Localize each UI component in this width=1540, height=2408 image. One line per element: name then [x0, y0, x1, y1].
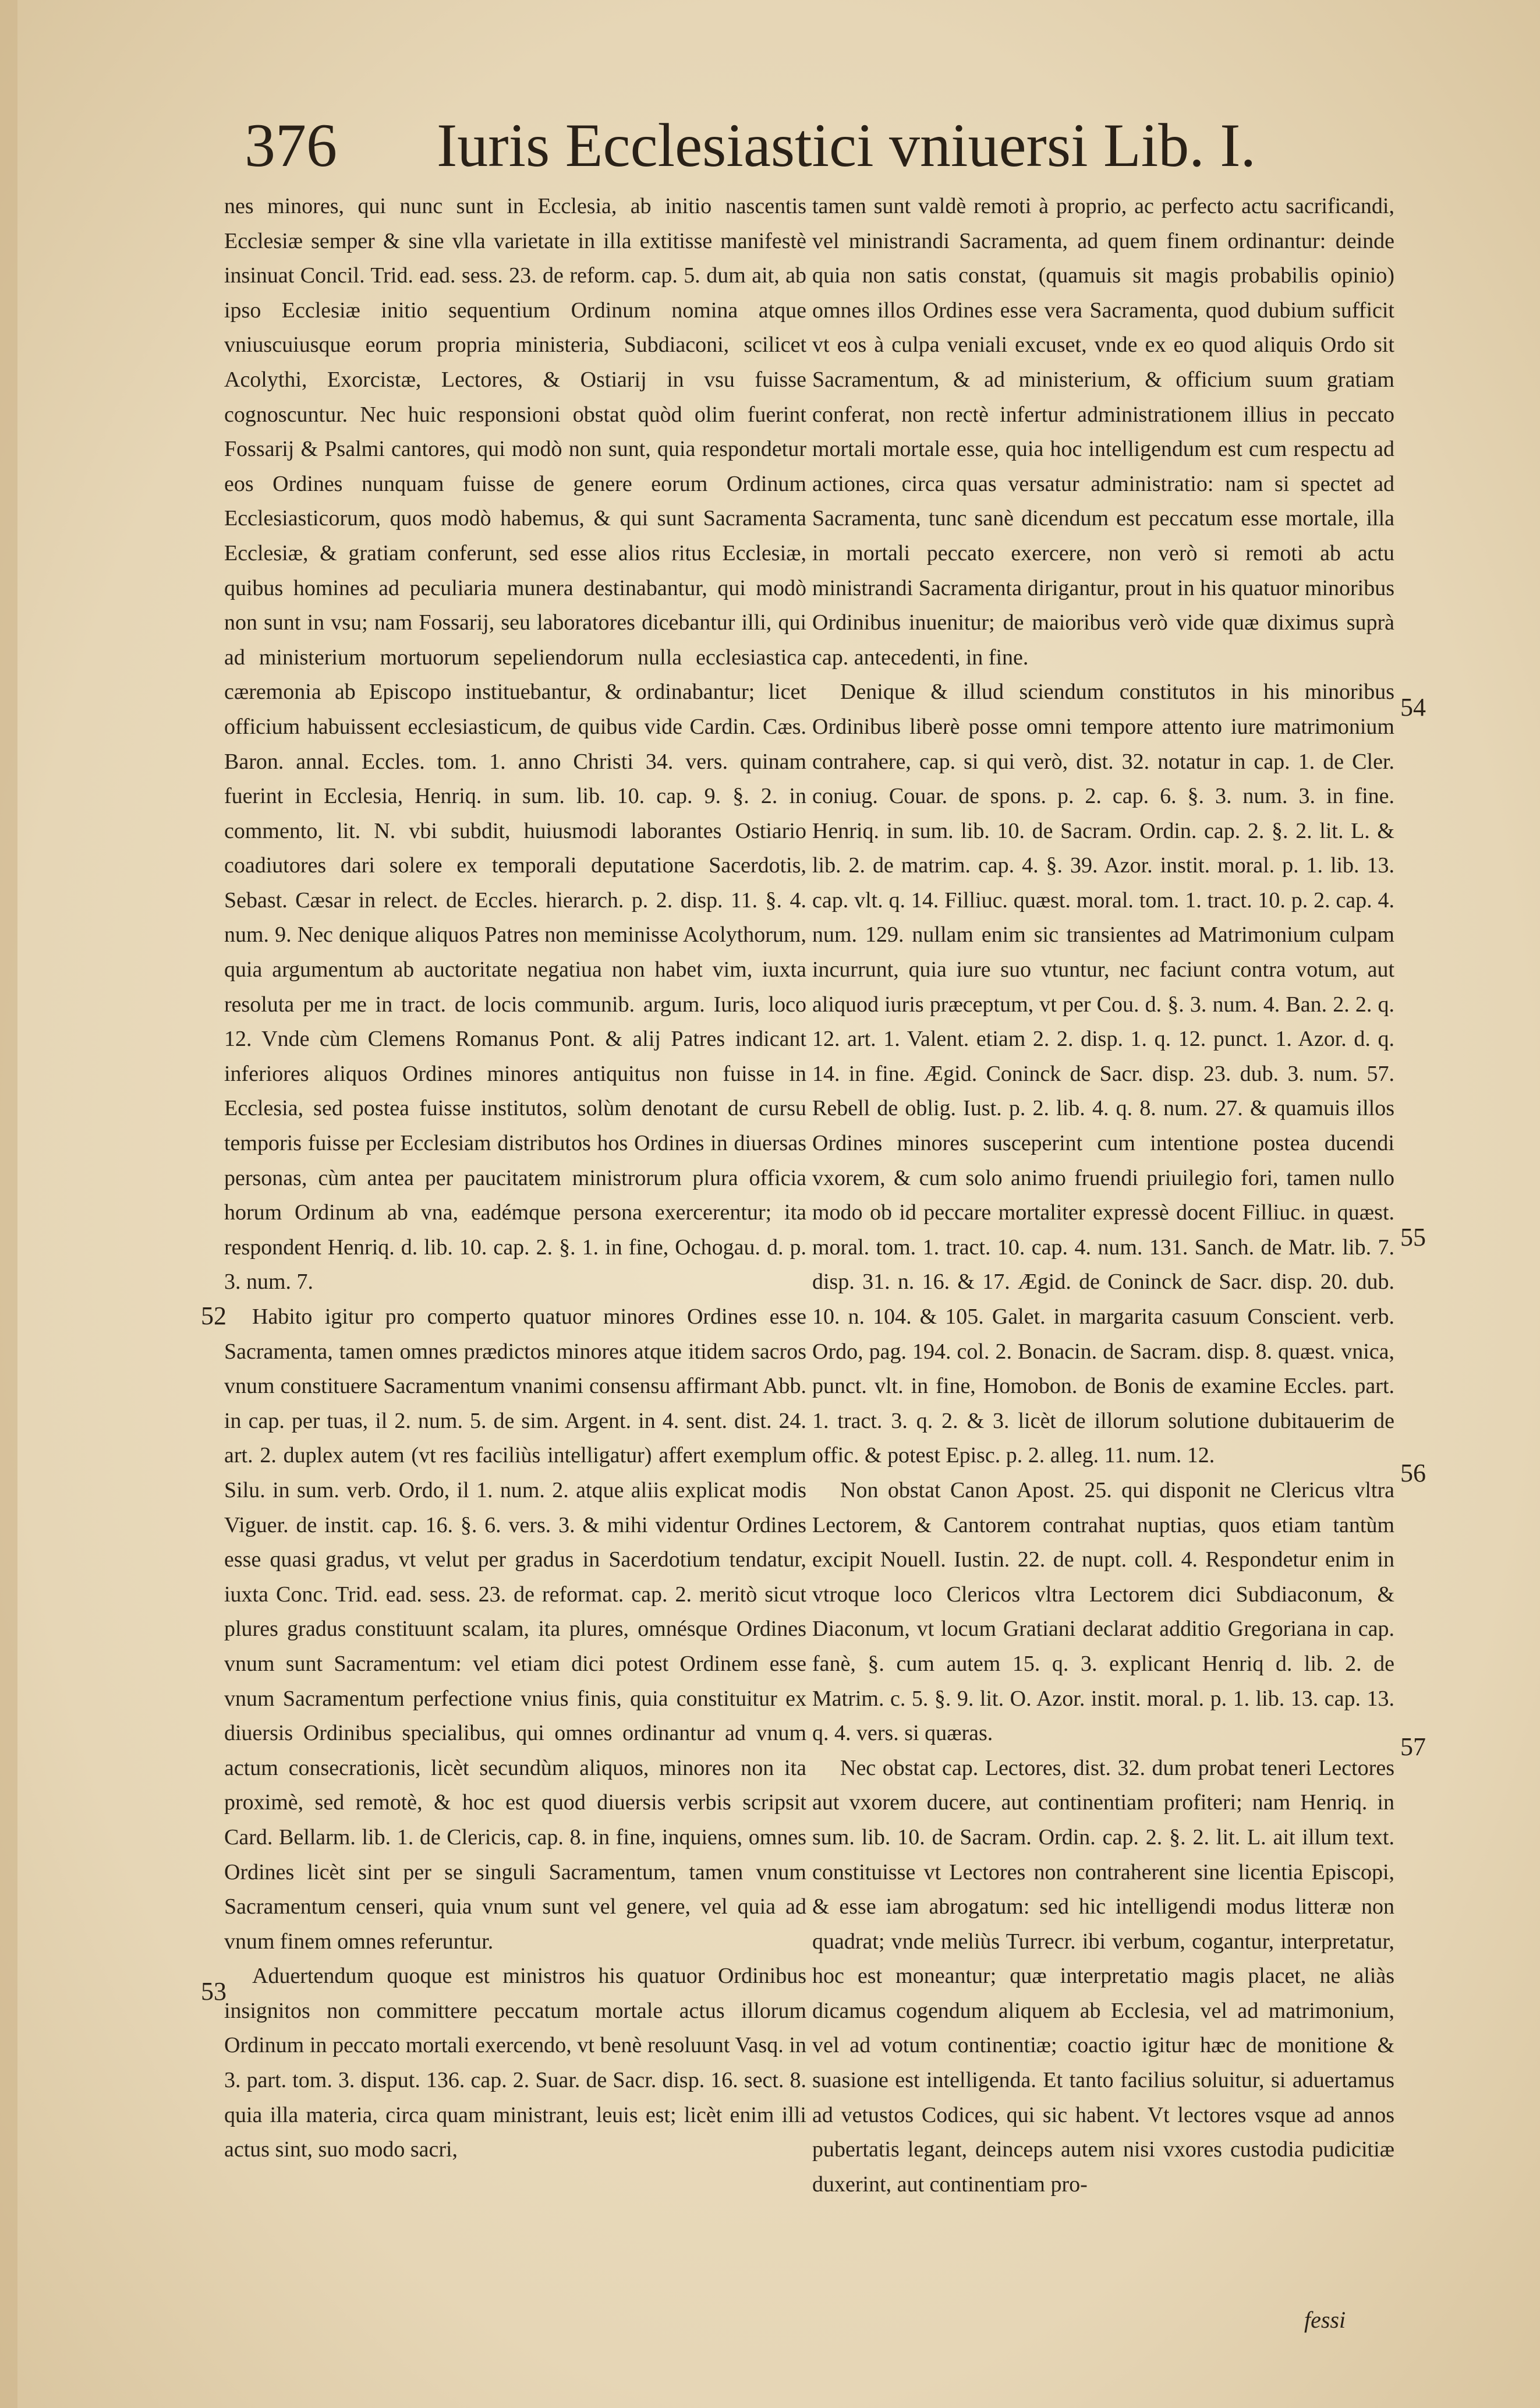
left-column: [224, 189, 806, 2167]
catchword: fessi: [1304, 2307, 1346, 2333]
page-header: [245, 111, 1293, 181]
left-paragraph-1: nes minores, qui nunc sunt in Ecclesia, ab initio nascentis Ecclesiæ semper & sine vlla varietate in illa extitisse manifestè insinuat Concil. Trid. ead. sess. 23. de reform. cap. 5. dum ait, ab ipso Ecclesiæ initio sequentium Ordinum nomina atque vniuscuiusque eorum propria ministeria, Subdiaconi, scilicet Acolythi, Exorcistæ, Lectores, & Ostiarij in vsu fuisse cognoscuntur. Nec huic responsioni obstat quòd olim fuerint Fossarij & Psalmi cantores, qui modò non sunt, quia respondetur eos Ordines nunquam fuisse de genere eorum Ordinum Ecclesiasticorum, quos modò habemus, & qui sunt Sacramenta Ecclesiæ, & gratiam conferunt, sed esse alios ritus Ecclesiæ, quibus homines ad peculiaria munera destinabantur, qui modò non sunt in vsu; nam Fossarij, seu laboratores dicebantur illi, qui ad ministerium mortuorum sepeliendorum nulla ecclesiastica cæremonia ab Episcopo instituebantur, & ordinabantur; licet officium habuissent ecclesiasticum, de quibus vide Cardin. Cæs. Baron. annal. Eccles. tom. 1. anno Christi 34. vers. quinam fuerint in Ecclesia, Henriq. in sum. lib. 10. cap. 9. §. 2. in commento, lit. N. vbi subdit, huiusmodi laborantes Ostiario coadiutores dari solere ex temporali deputatione Sacerdotis, Sebast. Cæsar in relect. de Eccles. hierarch. p. 2. disp. 11. §. 4. num. 9. Nec denique aliquos Patres non meminisse Acolythorum, quia argumentum ab auctoritate negatiua non habet vim, iuxta resoluta per me in tract. de locis communib. argum. Iuris, loco 12. Vnde cùm Clemens Romanus Pont. & alij Patres indicant inferiores aliquos Ordines minores antiquitus non fuisse in Ecclesia, sed postea fuisse institutos, solùm denotant de cursu temporis fuisse per Ecclesiam distributos hos Ordines in diuersas personas, cùm antea per paucitatem ministrorum plura officia horum Ordinum ab vna, eadémque persona exercerentur; ita respondent Henriq. d. lib. 10. cap. 2. §. 1. in fine, Ochogau. d. p. 3. num. 7.: [224, 194, 806, 1295]
page-edge-shadow: [0, 0, 17, 2408]
left-paragraph-3: Aduertendum quoque est ministros his quatuor Ordinibus insignitos non committere peccatum mortale actus illorum Ordinum in peccato mortali exercendo, vt benè resoluunt Vasq. in 3. part. tom. 3. disput. 136. cap. 2. Suar. de Sacr. disp. 16. sect. 8. quia illa materia, circa quam ministrant, leuis est; licèt enim illi actus sint, suo modo sacri,: [224, 1964, 806, 2162]
left-paragraph-2: Habito igitur pro comperto quatuor minores Ordines esse Sacramenta, tamen omnes prædictos minores atque itidem sacros vnum constituere Sacramentum vnanimi consensu affirmant Abb. in cap. per tuas, il 2. num. 5. de sim. Argent. in 4. sent. dist. 24. art. 2. duplex autem (vt res faciliùs intelligatur) affert exemplum Silu. in sum. verb. Ordo, il 1. num. 2. atque aliis explicat modis Viguer. de instit. cap. 16. §. 6. vers. 3. & mihi videntur Ordines esse quasi gradus, vt velut per gradus in Sacerdotium tendatur, iuxta Conc. Trid. ead. sess. 23. de reformat. cap. 2. meritò sicut plures gradus constituunt scalam, ita plures, omnésque Ordines vnum sunt Sacramentum: vel etiam dici potest Ordinem esse vnum Sacramentum perfectione vnius finis, quia constituitur ex diuersis Ordinibus specialibus, qui omnes ordinantur ad vnum actum consecrationis, licèt secundùm aliquos, minores non ita proximè, sed remotè, & hoc est quod diuersis verbis scripsit Card. Bellarm. lib. 1. de Clericis, cap. 8. in fine, inquiens, omnes Ordines licèt sint per se singuli Sacramentum, tamen vnum Sacramentum censeri, quia vnum sunt vel genere, vel quia ad vnum finem omnes referuntur.: [224, 1304, 806, 1954]
page-number: 376: [245, 111, 337, 179]
right-paragraph-3: Non obstat Canon Apost. 25. qui disponit ne Clericus vltra Lectorem, & Cantorem contrahat nuptias, quos etiam tantùm excipit Nouell. Iustin. 22. de nupt. coll. 4. Respondetur enim in vtroque loco Clericos vltra Lectorem dici Subdiaconum, & Diaconum, vt locum Gratiani declarat additio Gregoriana in cap. fanè, §. cum autem 15. q. 3. explicant Henriq d. lib. 2. de Matrim. c. 5. §. 9. lit. O. Azor. instit. moral. p. 1. lib. 13. cap. 13. q. 4. vers. si quæras.: [812, 1477, 1394, 1746]
margin-number-52: 52: [201, 1302, 226, 1330]
margin-number-53: 53: [201, 1977, 226, 2006]
margin-number-55: 55: [1400, 1223, 1426, 1251]
running-title: Iuris Ecclesiastici vniuersi Lib. I.: [437, 111, 1256, 179]
margin-number-56: 56: [1400, 1459, 1426, 1487]
right-paragraph-1: tamen sunt valdè remoti à proprio, ac perfecto actu sacrificandi, vel ministrandi Sacramenta, ad quem finem ordinantur: deinde quia non satis constat, (quamuis sit magis probabilis opinio) omnes illos Ordines esse vera Sacramenta, quod dubium sufficit vt eos à culpa veniali excuset, vnde ex eo quod aliquis Ordo sit Sacramentum, & ad ministerium, & officium suum gratiam conferat, non rectè infertur administrationem illius in peccato mortali mortale esse, quia hoc intelligendum est cum respectu ad actiones, circa quas versatur administratio: nam si spectet ad Sacramenta, tunc sanè dicendum est peccatum esse mortale, illa in mortali peccato exercere, non verò si remoti ab actu ministrandi Sacramenta dirigantur, prout in his quatuor minoribus Ordinibus inuenitur; de maioribus verò vide quæ diximus suprà cap. antecedenti, in fine.: [812, 194, 1394, 670]
right-column: [812, 189, 1394, 2202]
margin-number-54: 54: [1400, 693, 1426, 722]
right-paragraph-2: Denique & illud sciendum constitutos in his minoribus Ordinibus liberè posse omni tempore attento iure matrimonium contrahere, cap. si qui verò, dist. 32. notatur in cap. 1. de Cler. coniug. Couar. de spons. p. 2. cap. 6. §. 3. num. 3. in fine. Henriq. in sum. lib. 10. de Sacram. Ordin. cap. 2. §. 2. lit. L. & lib. 2. de matrim. cap. 4. §. 39. Azor. instit. moral. p. 1. lib. 13. cap. vlt. q. 14. Filliuc. quæst. moral. tom. 1. tract. 10. p. 2. cap. 4. num. 129. nullam enim sic transientes ad Matrimonium culpam incurrunt, quia iure suo vtuntur, nec faciunt contra votum, aut aliquod iuris præceptum, vt per Cou. d. §. 3. num. 4. Ban. 2. 2. q. 12. art. 1. Valent. etiam 2. 2. disp. 1. q. 12. punct. 1. Azor. d. q. 14. in fine. Ægid. Coninck de Sacr. disp. 23. dub. 3. num. 57. Rebell de oblig. Iust. p. 2. lib. 4. q. 8. num. 27. & quamuis illos Ordines minores susceperint cum intentione postea ducendi vxorem, & cum solo animo fruendi priuilegio fori, tamen nullo modo ob id peccare mortaliter expressè docent Filliuc. in quæst. moral. tom. 1. tract. 10. cap. 4. num. 131. Sanch. de Matr. lib. 7. disp. 31. n. 16. & 17. Ægid. de Coninck de Sacr. disp. 20. dub. 10. n. 104. & 105. Galet. in margarita casuum Conscient. verb. Ordo, pag. 194. col. 2. Bonacin. de Sacram. disp. 8. quæst. vnica, punct. vlt. in fine, Homobon. de Bonis de examine Eccles. part. 1. tract. 3. q. 2. & 3. licèt de illorum solutione dubitauerim de offic. & potest Episc. p. 2. alleg. 11. num. 12.: [812, 680, 1394, 1468]
right-paragraph-4: Nec obstat cap. Lectores, dist. 32. dum probat teneri Lectores aut vxorem ducere, aut continentiam profiteri; nam Henriq. in sum. lib. 10. de Sacram. Ordin. cap. 2. §. 2. lit. L. ait illum text. constituisse vt Lectores non contraherent sine licentia Episcopi, & esse iam abrogatum: sed hic intelligendi modus litteræ non quadrat; vnde meliùs Turrecr. ibi verbum, cogantur, interpretatur, hoc est moneantur; quæ interpretatio magis placet, ne aliàs dicamus cogendum aliquem ab Ecclesia, vel ad matrimonium, vel ad votum continentiæ; coactio igitur hæc de monitione & suasione est intelligenda. Et tanto facilius soluitur, si aduertamus ad vetustos Codices, qui sic habent. Vt lectores vsque ad annos pubertatis legant, deinceps autem nisi vxores custodia pudicitiæ duxerint, aut continentiam pro-: [812, 1755, 1394, 2197]
margin-number-57: 57: [1400, 1732, 1426, 1761]
